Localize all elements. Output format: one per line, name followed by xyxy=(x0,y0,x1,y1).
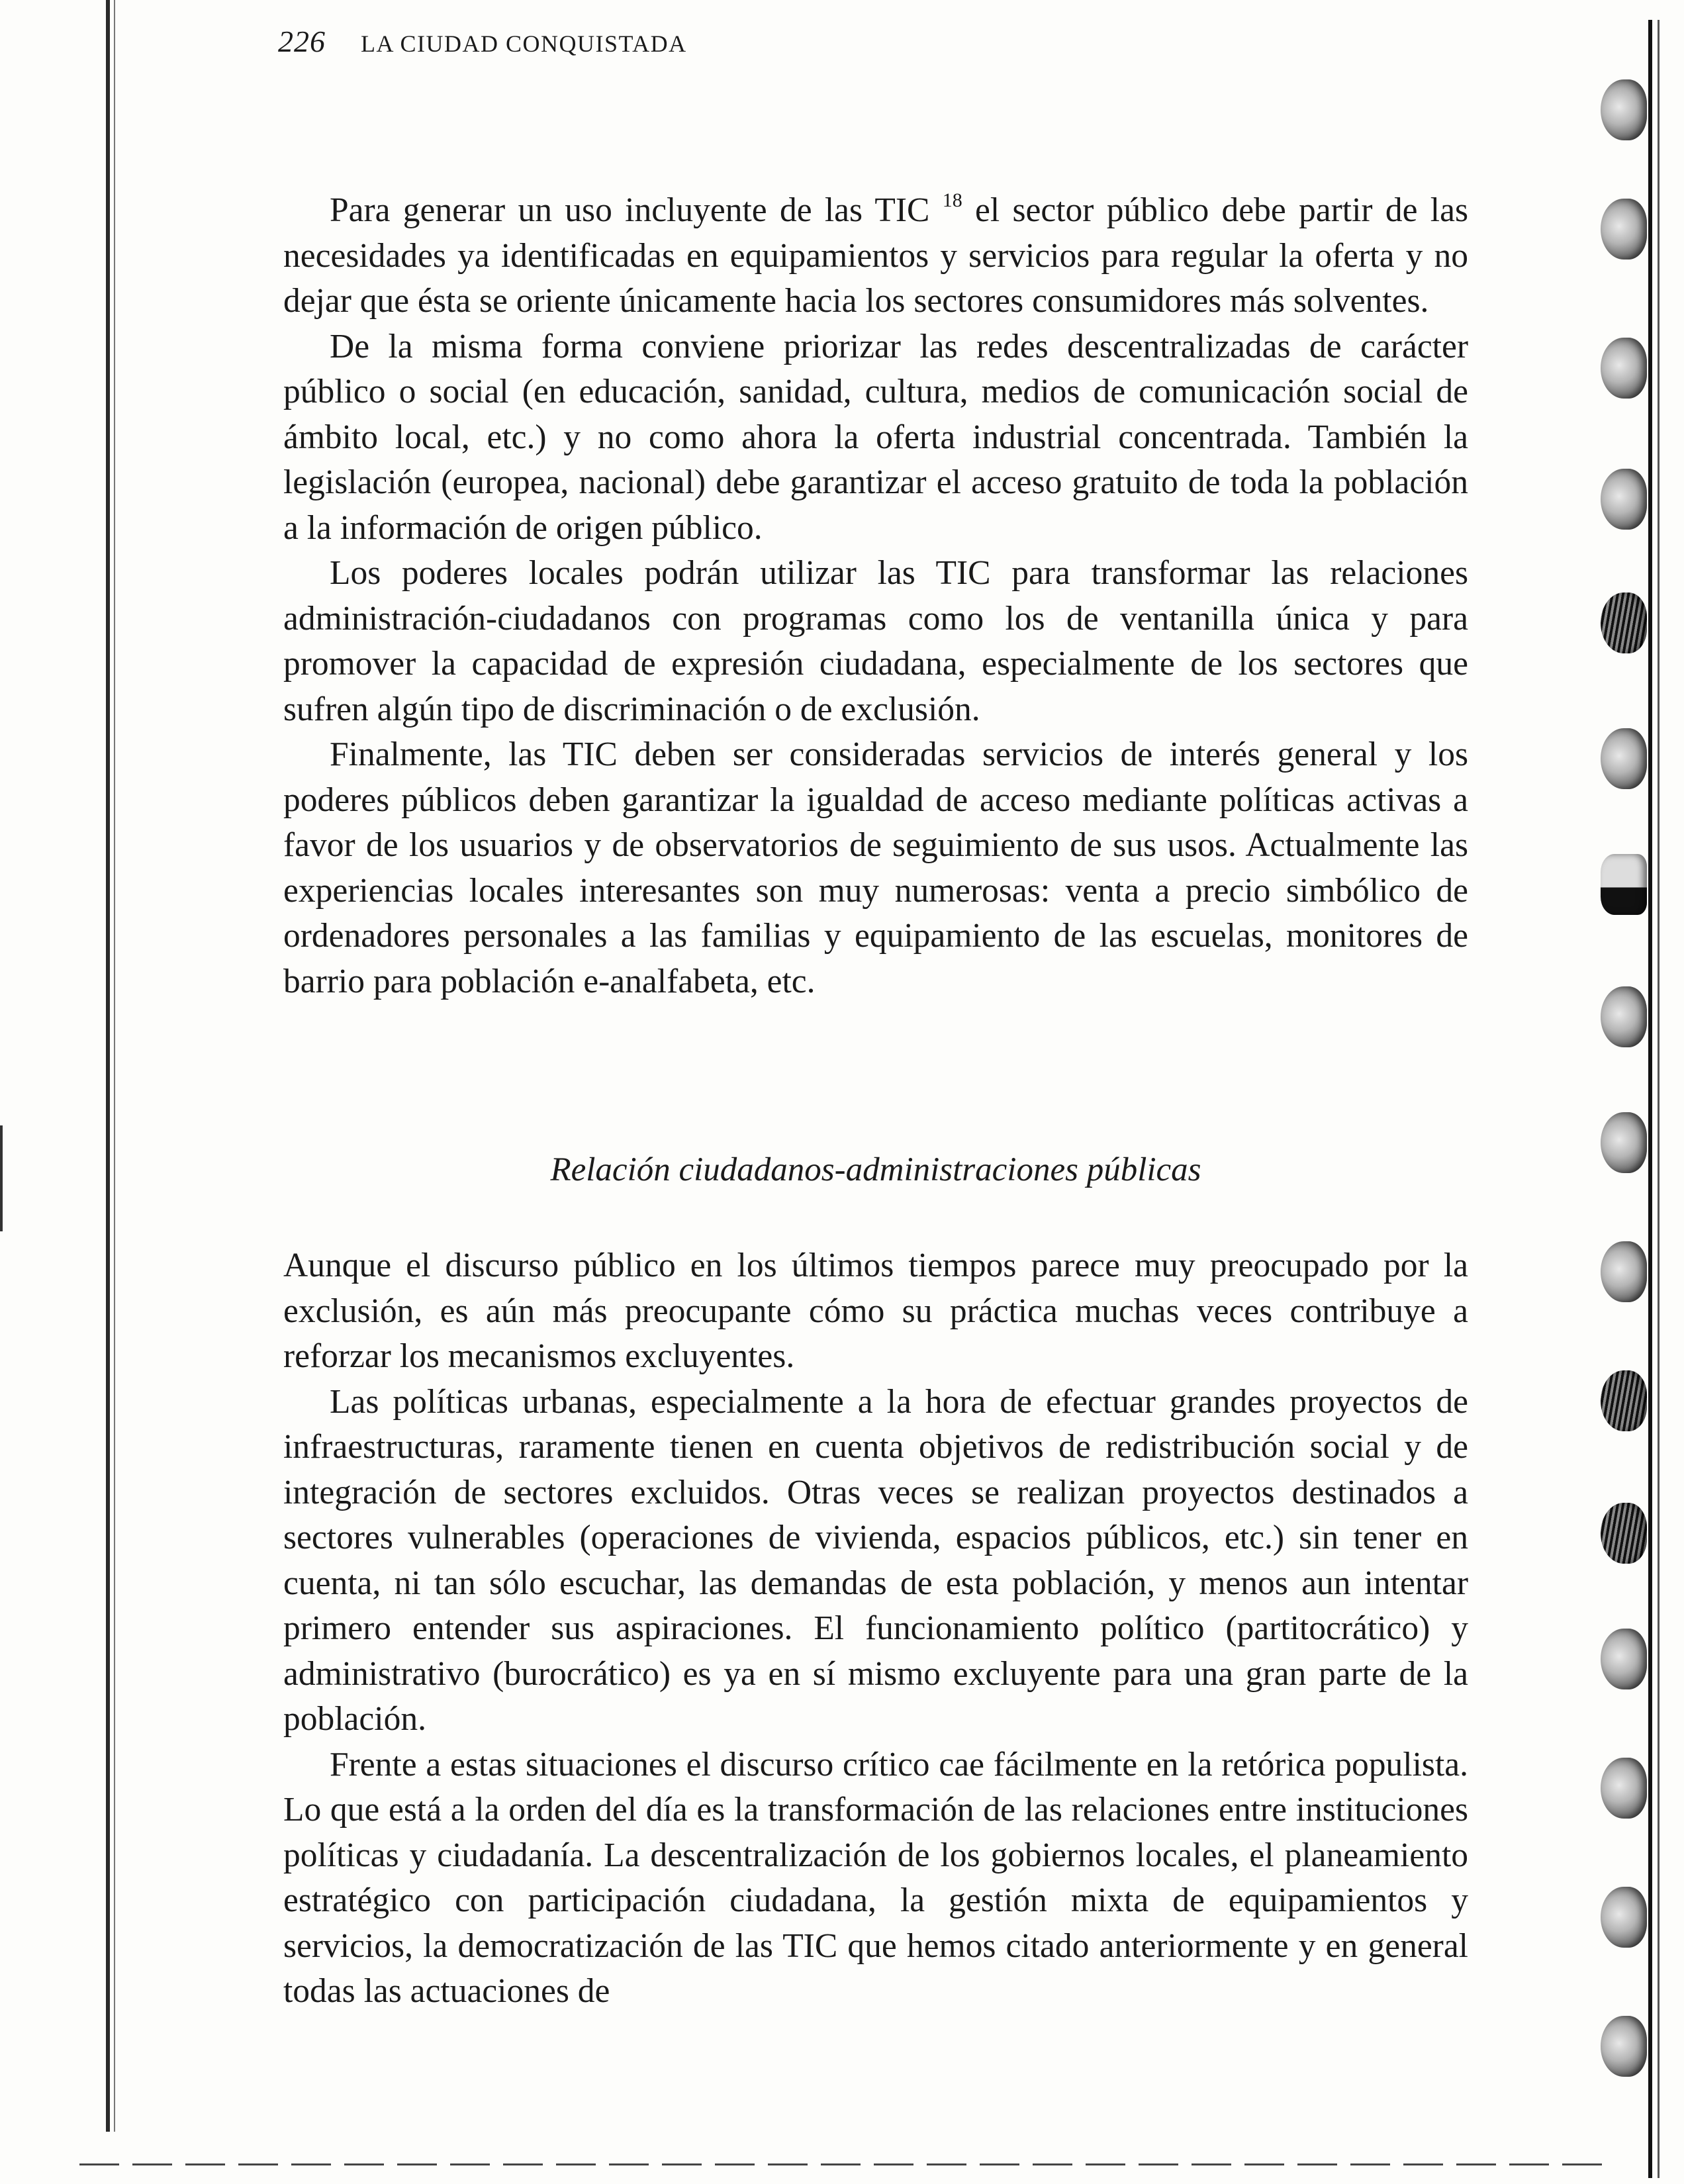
footnote-ref-18: 18 xyxy=(942,189,962,211)
binding-ring-icon xyxy=(1601,2016,1647,2077)
binding-ring-icon xyxy=(1601,199,1647,260)
binding-ring-icon xyxy=(1601,1370,1647,1431)
binding-ring-icon xyxy=(1601,593,1647,653)
paragraph xyxy=(283,188,1468,324)
binding-ring-icon xyxy=(1601,469,1647,530)
paragraph: Los poderes locales podrán utilizar las TIC para transformar las relaciones administración-ciudadanos con programas como los de ventanilla única y para promover la capacidad de expresión ciudadana, especialmente de los sectores que sufren algún tipo de discriminación o de exclusión. xyxy=(283,554,1468,728)
binding-edge-left xyxy=(106,0,110,2132)
binding-ring-icon xyxy=(1601,338,1647,399)
paragraph-text: el sector público debe partir de las necesidades ya identificadas en equipamientos y servicios para regular la oferta y no dejar que ésta se oriente únicamente hacia los sectores consumidores más solventes. xyxy=(283,191,1468,320)
paragraph: De la misma forma conviene priorizar las redes descentralizadas de carácter público o social (en educación, sanidad, cultura, medios de comunicación social de ámbito local, etc.) y no como ahora la oferta industrial concentrada. También la legislación (europea, nacional) debe garantizar el acceso gratuito de toda la población a la información de origen público. xyxy=(283,327,1468,547)
binding-ring-icon xyxy=(1601,1887,1647,1948)
body-section-2 xyxy=(283,1243,1468,2015)
binding-ring-icon xyxy=(1601,1241,1647,1302)
binding-ring-icon xyxy=(1601,854,1647,915)
running-header xyxy=(278,24,687,59)
binding-ring-icon xyxy=(1601,79,1647,140)
binding-ring-icon xyxy=(1601,1503,1647,1564)
paragraph-text: Para generar un uso incluyente de las TIC xyxy=(330,191,943,229)
section-heading: Relación ciudadanos-administraciones públicas xyxy=(550,1151,1201,1188)
binding-edge-left-thin xyxy=(114,0,115,2132)
running-title: LA CIUDAD CONQUISTADA xyxy=(361,30,687,57)
binding-ring-icon xyxy=(1601,986,1647,1047)
binding-ring-icon xyxy=(1601,1758,1647,1819)
body-section-1 xyxy=(283,188,1468,1004)
page-number: 226 xyxy=(278,24,326,58)
paragraph: Finalmente, las TIC deben ser consideradas servicios de interés general y los poderes públicos deben garantizar la igualdad de acceso mediante políticas activas a favor de los usuarios y de observatorios de seguimiento de sus usos. Actualmente las experiencias locales interesantes son muy numerosas: venta a precio simbólico de ordenadores personales a las familias y equipamiento de las escuelas, monitores de barrio para población e-analfabeta, etc. xyxy=(283,736,1468,1000)
binding-ring-icon xyxy=(1601,1112,1647,1173)
paragraph: Frente a estas situaciones el discurso crítico cae fácilmente en la retórica populista. Lo que está a la orden del día es la transformación de las relaciones entre instituciones políticas y ciudadanía. La descentralización de los gobiernos locales, el planeamiento estratégico con participación ciudadana, la gestión mixta de equipamientos y servicios, la democratización de las TIC que hemos citado anteriormente y en general todas las actuaciones de xyxy=(283,1745,1468,2010)
spiral-spine xyxy=(1648,20,1652,2178)
scan-bottom-edge xyxy=(79,2163,1602,2165)
spiral-spine-thin xyxy=(1658,20,1660,2178)
paragraph: Aunque el discurso público en los últimos tiempos parece muy preocupado por la exclusión, es aún más preocupante cómo su práctica muchas veces contribuye a reforzar los mecanismos excluyentes. xyxy=(283,1247,1468,1375)
binding-ring-icon xyxy=(1601,728,1647,789)
scan-edge-mark xyxy=(0,1125,3,1231)
binding-ring-icon xyxy=(1601,1629,1647,1689)
paragraph: Las políticas urbanas, especialmente a la hora de efectuar grandes proyectos de infraestructuras, raramente tienen en cuenta objetivos de redistribución social y de integración de sectores excluidos. Otras veces se realizan proyectos destinados a sectores vulnerables (operaciones de vivienda, espacios públicos, etc.) sin tener en cuenta, ni tan sólo escuchar, las demandas de esta población, y menos aun intentar primero entender sus aspiraciones. El funcionamiento político (partitocrático) y administrativo (burocrático) es ya en sí mismo excluyente para una gran parte de la población. xyxy=(283,1382,1468,1738)
